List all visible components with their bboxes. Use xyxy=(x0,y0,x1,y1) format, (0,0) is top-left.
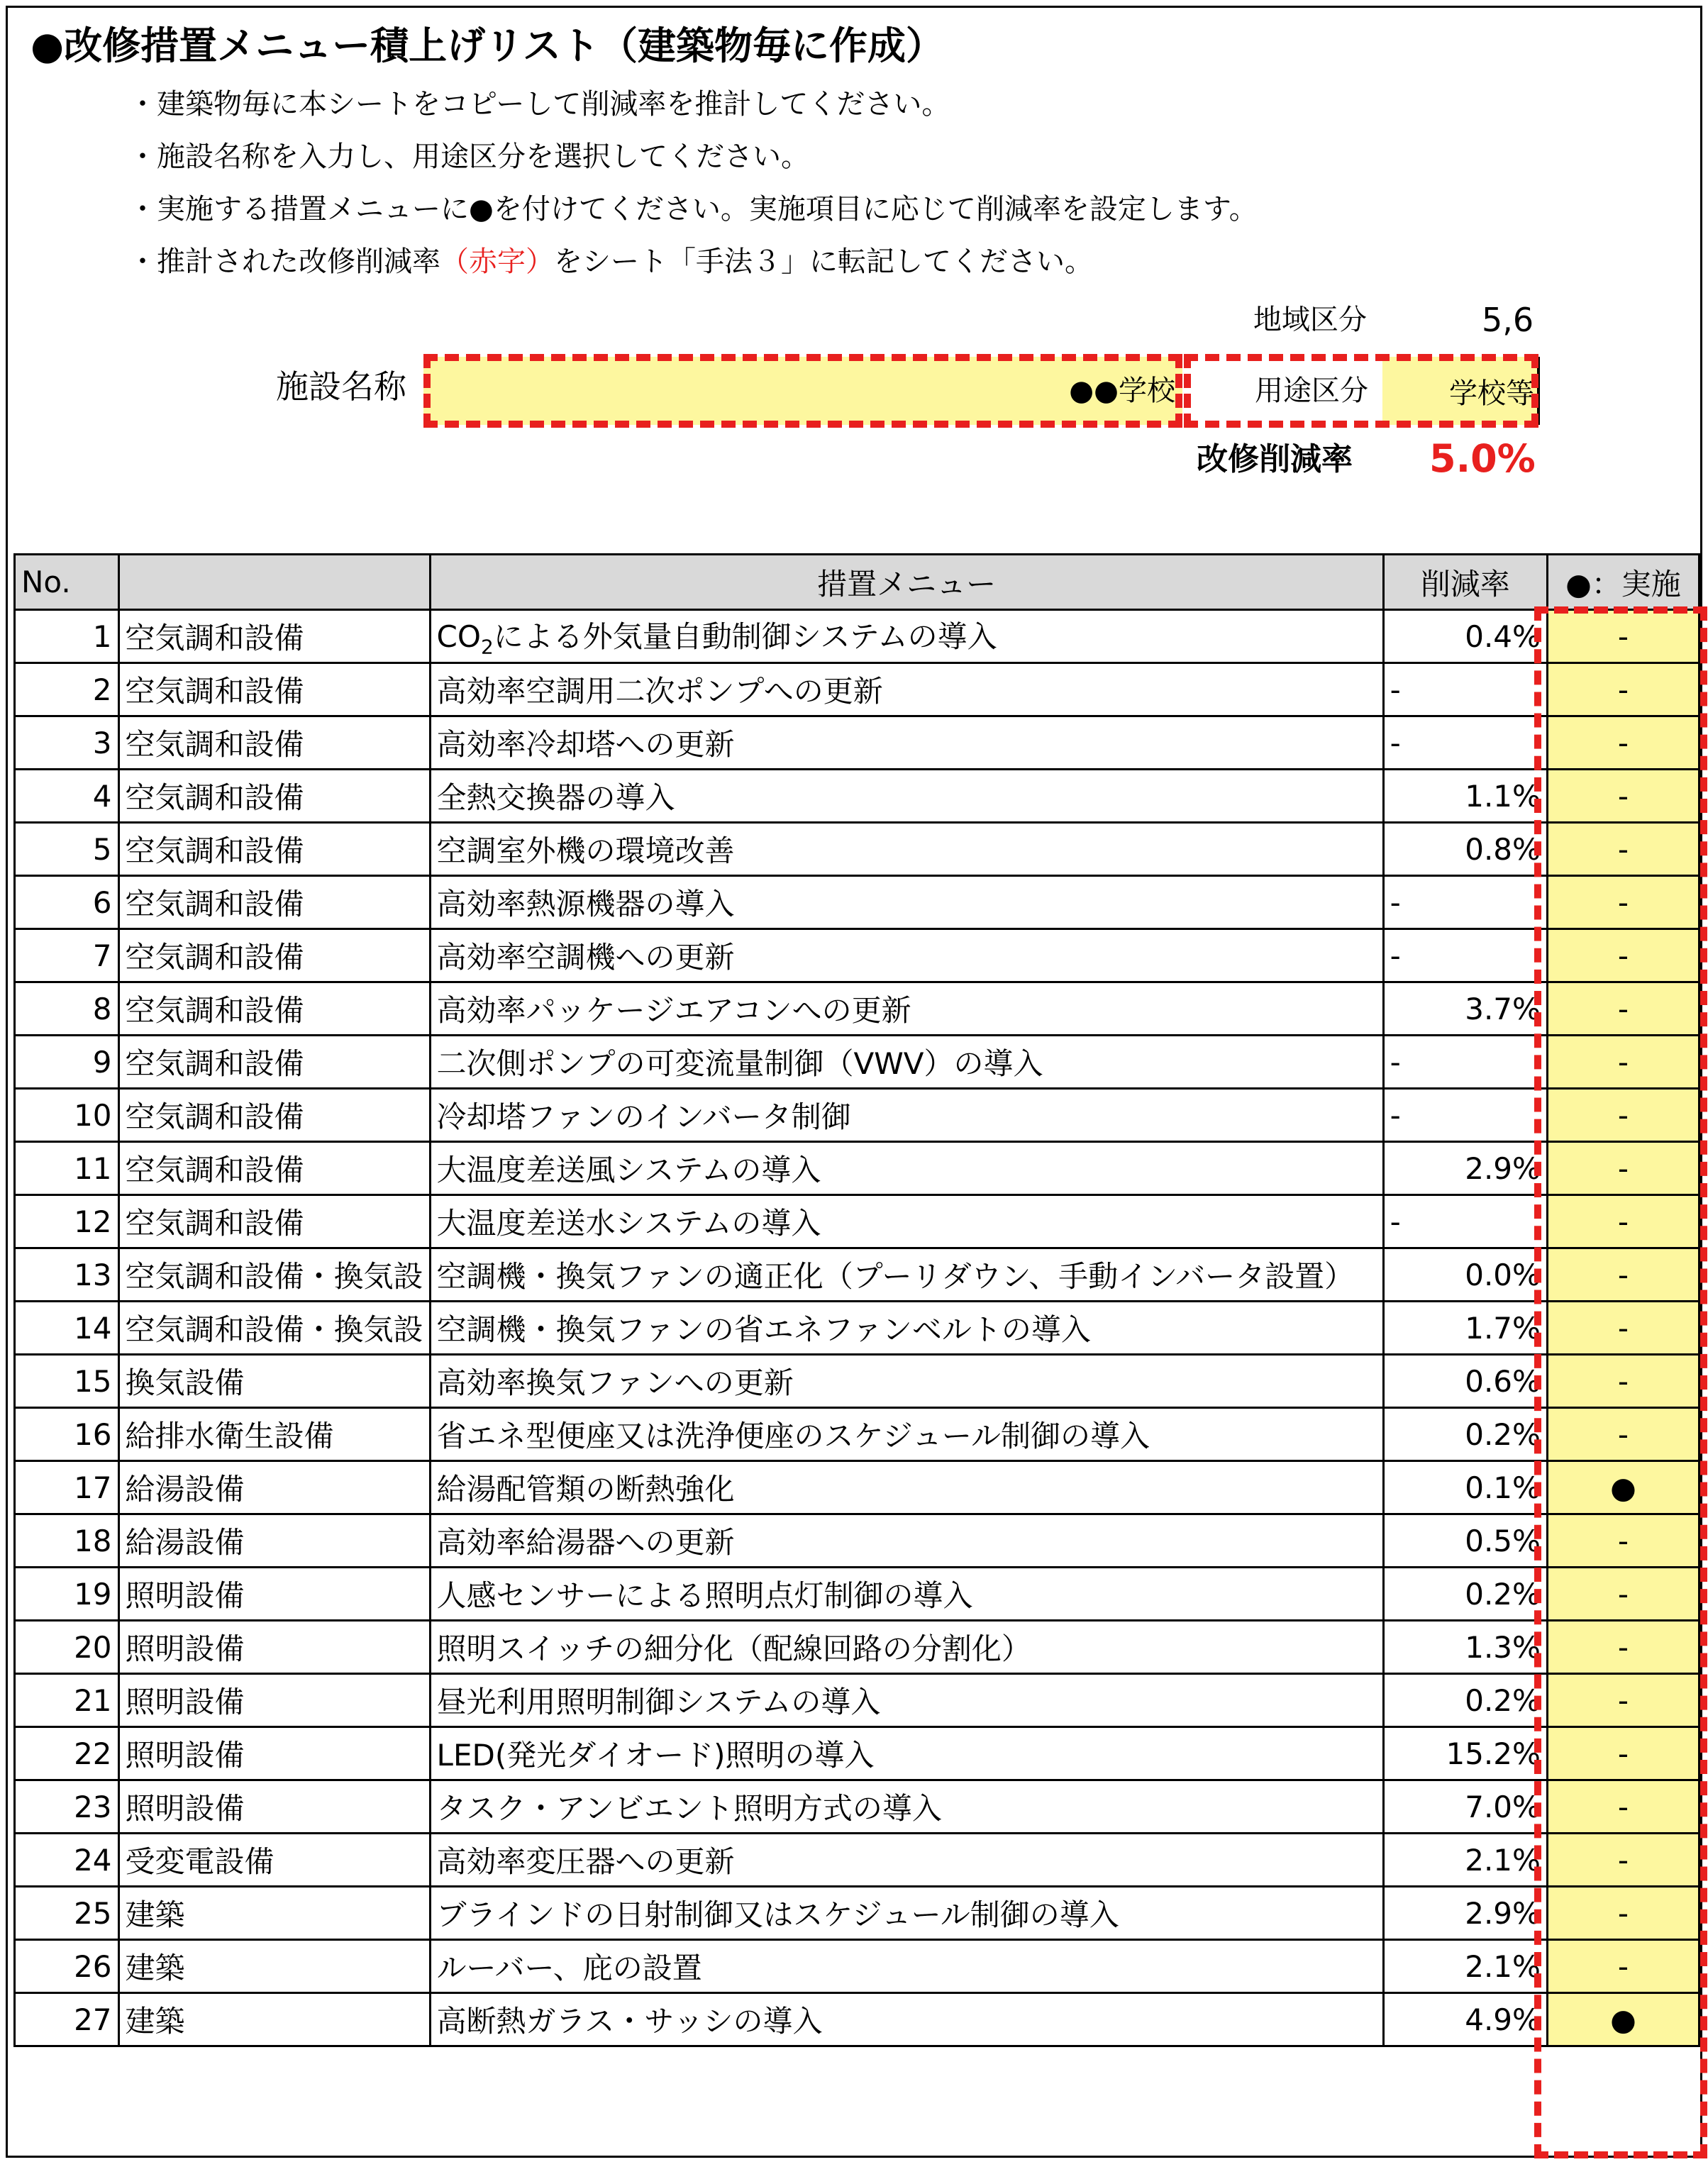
page-title: ●改修措置メニュー積上げリスト（建築物毎に作成） xyxy=(30,23,945,68)
row-rate: 2.9% xyxy=(1383,1887,1547,1940)
row-implement-cell[interactable]: - xyxy=(1547,1142,1699,1195)
row-menu xyxy=(430,1993,1383,2046)
implement-column-highlight xyxy=(1534,606,1707,2158)
row-menu xyxy=(430,982,1383,1036)
row-menu xyxy=(430,1621,1383,1674)
row-implement-cell[interactable]: - xyxy=(1547,1780,1699,1834)
table-row xyxy=(15,1302,1699,1355)
row-menu xyxy=(430,1036,1383,1089)
row-number: 21 xyxy=(15,1674,119,1727)
row-rate: 1.3% xyxy=(1383,1621,1547,1674)
row-menu xyxy=(430,1195,1383,1248)
menu-prefix: CO xyxy=(436,619,481,655)
row-rate: 0.8% xyxy=(1383,823,1547,876)
row-rate: 0.0% xyxy=(1383,1248,1547,1302)
instruction-4-after: をシート「手法３」に転記してください。 xyxy=(554,245,1093,278)
row-rate: 15.2% xyxy=(1383,1727,1547,1780)
row-menu xyxy=(430,929,1383,982)
table-row xyxy=(15,1248,1699,1302)
row-menu xyxy=(430,1780,1383,1834)
table-row xyxy=(15,1780,1699,1834)
instruction-4 xyxy=(128,240,1093,283)
table-header-row xyxy=(15,555,1699,610)
row-number: 5 xyxy=(15,823,119,876)
menu-text: ブラインドの日射制御又はスケジュール制御の導入 xyxy=(436,1897,1119,1932)
row-number: 17 xyxy=(15,1461,119,1514)
row-category: 空気調和設備 xyxy=(118,610,430,663)
row-rate: 0.2% xyxy=(1383,1568,1547,1621)
row-rate: - xyxy=(1383,1036,1547,1089)
row-category: 空気調和設備 xyxy=(118,1195,430,1248)
row-number: 12 xyxy=(15,1195,119,1248)
menu-text: 高効率空調機への更新 xyxy=(436,940,735,975)
row-category: 空気調和設備・換気設 xyxy=(118,1302,430,1355)
row-category: 空気調和設備 xyxy=(118,716,430,770)
menu-text: LED(発光ダイオード)照明の導入 xyxy=(436,1738,875,1773)
row-rate: 2.9% xyxy=(1383,1142,1547,1195)
row-number: 10 xyxy=(15,1089,119,1142)
row-menu xyxy=(430,716,1383,770)
table-row xyxy=(15,716,1699,770)
menu-text: 人感センサーによる照明点灯制御の導入 xyxy=(436,1578,973,1613)
row-category: 照明設備 xyxy=(118,1621,430,1674)
row-category: 建築 xyxy=(118,1887,430,1940)
row-menu xyxy=(430,770,1383,823)
table-row xyxy=(15,1993,1699,2046)
row-rate: 0.5% xyxy=(1383,1514,1547,1568)
row-rate: 3.7% xyxy=(1383,982,1547,1036)
row-menu xyxy=(430,1302,1383,1355)
row-category: 空気調和設備 xyxy=(118,770,430,823)
table-row xyxy=(15,1940,1699,1993)
row-number: 15 xyxy=(15,1355,119,1408)
table-row xyxy=(15,1674,1699,1727)
region-label: 地域区分 xyxy=(1253,304,1367,336)
row-number: 25 xyxy=(15,1887,119,1940)
row-menu xyxy=(430,1248,1383,1302)
table-row xyxy=(15,770,1699,823)
row-rate: 0.1% xyxy=(1383,1461,1547,1514)
row-implement-cell[interactable]: - xyxy=(1547,1248,1699,1302)
row-menu xyxy=(430,1887,1383,1940)
row-category: 建築 xyxy=(118,1940,430,1993)
row-implement-cell[interactable]: - xyxy=(1547,1408,1699,1461)
row-number: 13 xyxy=(15,1248,119,1302)
menu-text: タスク・アンビエント照明方式の導入 xyxy=(436,1791,942,1826)
row-number: 9 xyxy=(15,1036,119,1089)
instruction-4-before: ・推計された改修削減率 xyxy=(128,245,440,278)
row-rate: 0.6% xyxy=(1383,1355,1547,1408)
table-row xyxy=(15,1568,1699,1621)
table-row xyxy=(15,1036,1699,1089)
row-category: 空気調和設備 xyxy=(118,1089,430,1142)
row-implement-cell[interactable]: - xyxy=(1547,876,1699,929)
row-implement-cell[interactable]: - xyxy=(1547,1089,1699,1142)
row-menu xyxy=(430,1461,1383,1514)
row-rate: 7.0% xyxy=(1383,1780,1547,1834)
menu-text: 二次側ポンプの可変流量制御（VWV）の導入 xyxy=(436,1046,1043,1081)
menu-text: による外気量自動制御システムの導入 xyxy=(493,619,997,655)
row-category: 照明設備 xyxy=(118,1727,430,1780)
row-number: 26 xyxy=(15,1940,119,1993)
row-number: 14 xyxy=(15,1302,119,1355)
usage-label: 用途区分 xyxy=(1255,375,1368,407)
row-menu xyxy=(430,1408,1383,1461)
menu-text: 大温度差送水システムの導入 xyxy=(436,1206,821,1241)
reduction-label: 改修削減率 xyxy=(1197,441,1353,477)
header-mark: ●：実施 xyxy=(1547,555,1699,610)
table-row xyxy=(15,1834,1699,1887)
row-number: 27 xyxy=(15,1993,119,2046)
table-row xyxy=(15,823,1699,876)
row-number: 22 xyxy=(15,1727,119,1780)
row-implement-cell[interactable]: - xyxy=(1547,770,1699,823)
row-implement-cell[interactable]: - xyxy=(1547,1302,1699,1355)
header-category xyxy=(118,555,430,610)
row-number: 1 xyxy=(15,610,119,663)
row-category: 給湯設備 xyxy=(118,1514,430,1568)
row-number: 24 xyxy=(15,1834,119,1887)
facility-name-highlight xyxy=(423,354,1182,428)
row-category: 空気調和設備 xyxy=(118,823,430,876)
row-number: 6 xyxy=(15,876,119,929)
row-implement-cell[interactable]: - xyxy=(1547,610,1699,663)
menu-text: 冷却塔ファンのインバータ制御 xyxy=(436,1099,851,1134)
menu-subscript: 2 xyxy=(480,635,494,659)
row-number: 19 xyxy=(15,1568,119,1621)
row-rate: 4.9% xyxy=(1383,1993,1547,2046)
header-no: No. xyxy=(15,555,119,610)
instruction-4-highlight: （赤字） xyxy=(440,245,554,278)
table-row xyxy=(15,1142,1699,1195)
row-number: 23 xyxy=(15,1780,119,1834)
row-number: 7 xyxy=(15,929,119,982)
row-implement-cell[interactable]: - xyxy=(1547,1568,1699,1621)
row-rate: 2.1% xyxy=(1383,1834,1547,1887)
row-implement-cell[interactable]: - xyxy=(1547,1727,1699,1780)
row-category: 照明設備 xyxy=(118,1674,430,1727)
menu-text: 空調室外機の環境改善 xyxy=(436,833,735,868)
row-category: 空気調和設備 xyxy=(118,1142,430,1195)
menu-text: 高効率パッケージエアコンへの更新 xyxy=(436,993,911,1028)
row-number: 16 xyxy=(15,1408,119,1461)
row-implement-cell[interactable]: - xyxy=(1547,1036,1699,1089)
row-menu xyxy=(430,1727,1383,1780)
row-menu xyxy=(430,663,1383,716)
menu-text: 給湯配管類の断熱強化 xyxy=(436,1472,735,1507)
row-category: 空気調和設備 xyxy=(118,1036,430,1089)
row-number: 11 xyxy=(15,1142,119,1195)
menu-text: 高断熱ガラス・サッシの導入 xyxy=(436,2004,823,2039)
row-menu xyxy=(430,1568,1383,1621)
row-implement-cell[interactable]: - xyxy=(1547,1621,1699,1674)
menu-text: 昼光利用照明制御システムの導入 xyxy=(436,1685,881,1719)
row-implement-cell[interactable]: - xyxy=(1547,982,1699,1036)
row-rate: 1.1% xyxy=(1383,770,1547,823)
row-category: 換気設備 xyxy=(118,1355,430,1408)
row-number: 8 xyxy=(15,982,119,1036)
menu-text: 高効率空調用二次ポンプへの更新 xyxy=(436,674,883,709)
menu-text: 高効率冷却塔への更新 xyxy=(436,727,735,762)
row-implement-cell[interactable]: ● xyxy=(1547,1461,1699,1514)
row-rate: - xyxy=(1383,716,1547,770)
menu-text: 高効率熱源機器の導入 xyxy=(436,887,735,921)
menu-text: 空調機・換気ファンの省エネファンベルトの導入 xyxy=(436,1312,1091,1347)
row-implement-cell[interactable]: - xyxy=(1547,1834,1699,1887)
menu-text: 全熱交換器の導入 xyxy=(436,780,675,815)
row-category: 空気調和設備 xyxy=(118,929,430,982)
table-row xyxy=(15,1089,1699,1142)
table-row xyxy=(15,1514,1699,1568)
row-rate: - xyxy=(1383,929,1547,982)
table-row xyxy=(15,1461,1699,1514)
menu-text: 高効率変圧器への更新 xyxy=(436,1844,735,1879)
table-row xyxy=(15,1621,1699,1674)
menu-text: 空調機・換気ファンの適正化（プーリダウン、手動インバータ設置） xyxy=(436,1259,1355,1294)
worksheet xyxy=(6,6,1702,2158)
row-rate: 0.4% xyxy=(1383,610,1547,663)
row-number: 3 xyxy=(15,716,119,770)
row-implement-cell[interactable]: - xyxy=(1547,1355,1699,1408)
menu-text: 大温度差送風システムの導入 xyxy=(436,1153,821,1187)
row-implement-cell[interactable]: - xyxy=(1547,716,1699,770)
row-number: 20 xyxy=(15,1621,119,1674)
table-row xyxy=(15,876,1699,929)
row-implement-cell[interactable]: - xyxy=(1547,1195,1699,1248)
menu-text: 高効率給湯器への更新 xyxy=(436,1525,735,1560)
instruction-2: ・施設名称を入力し、用途区分を選択してください。 xyxy=(128,140,809,173)
usage-highlight xyxy=(1184,354,1538,428)
row-category: 給排水衛生設備 xyxy=(118,1408,430,1461)
row-number: 18 xyxy=(15,1514,119,1568)
menu-text: 省エネ型便座又は洗浄便座のスケジュール制御の導入 xyxy=(436,1419,1150,1453)
row-number: 4 xyxy=(15,770,119,823)
row-rate: - xyxy=(1383,1089,1547,1142)
facility-label: 施設名称 xyxy=(276,367,406,406)
table-row xyxy=(15,663,1699,716)
menu-text: 照明スイッチの細分化（配線回路の分割化） xyxy=(436,1631,1031,1666)
row-implement-cell[interactable]: - xyxy=(1547,823,1699,876)
row-menu xyxy=(430,1355,1383,1408)
row-menu xyxy=(430,1940,1383,1993)
table-row xyxy=(15,610,1699,663)
row-rate: - xyxy=(1383,876,1547,929)
header-menu: 措置メニュー xyxy=(430,555,1383,610)
row-category: 空気調和設備・換気設 xyxy=(118,1248,430,1302)
row-menu xyxy=(430,876,1383,929)
menu-text: 高効率換気ファンへの更新 xyxy=(436,1365,794,1400)
row-category: 空気調和設備 xyxy=(118,876,430,929)
table-body xyxy=(15,610,1699,2046)
row-rate: 1.7% xyxy=(1383,1302,1547,1355)
row-category: 照明設備 xyxy=(118,1780,430,1834)
row-implement-cell[interactable]: - xyxy=(1547,1514,1699,1568)
row-rate: 0.2% xyxy=(1383,1674,1547,1727)
header-rate: 削減率 xyxy=(1383,555,1547,610)
table-row xyxy=(15,1408,1699,1461)
table-row xyxy=(15,1195,1699,1248)
row-number: 2 xyxy=(15,663,119,716)
row-menu xyxy=(430,823,1383,876)
row-category: 建築 xyxy=(118,1993,430,2046)
usage-value: 学校等 xyxy=(1449,377,1534,410)
instruction-3: ・実施する措置メニューに●を付けてください。実施項目に応じて削減率を設定します。 xyxy=(128,193,1258,226)
row-category: 受変電設備 xyxy=(118,1834,430,1887)
row-menu xyxy=(430,1089,1383,1142)
row-rate: 0.2% xyxy=(1383,1408,1547,1461)
row-menu xyxy=(430,1514,1383,1568)
table-row xyxy=(15,1887,1699,1940)
facility-name-value: ●●学校 xyxy=(1069,375,1175,407)
row-category: 空気調和設備 xyxy=(118,982,430,1036)
row-implement-cell[interactable]: - xyxy=(1547,1674,1699,1727)
table-row xyxy=(15,982,1699,1036)
table-row xyxy=(15,1355,1699,1408)
reduction-value: 5.0% xyxy=(1429,436,1536,481)
row-implement-cell[interactable]: - xyxy=(1547,663,1699,716)
row-category: 空気調和設備 xyxy=(118,663,430,716)
row-implement-cell[interactable]: ● xyxy=(1547,1993,1699,2046)
row-implement-cell[interactable]: - xyxy=(1547,1940,1699,1993)
row-rate: 2.1% xyxy=(1383,1940,1547,1993)
measure-table xyxy=(13,553,1700,2047)
region-value: 5,6 xyxy=(1482,301,1534,339)
row-implement-cell[interactable]: - xyxy=(1547,1887,1699,1940)
row-menu xyxy=(430,1674,1383,1727)
row-category: 給湯設備 xyxy=(118,1461,430,1514)
row-rate: - xyxy=(1383,663,1547,716)
row-category: 照明設備 xyxy=(118,1568,430,1621)
table-row xyxy=(15,1727,1699,1780)
table-row xyxy=(15,929,1699,982)
row-menu xyxy=(430,610,1383,663)
menu-text: ルーバー、庇の設置 xyxy=(436,1951,702,1985)
row-menu xyxy=(430,1834,1383,1887)
row-menu xyxy=(430,1142,1383,1195)
row-implement-cell[interactable]: - xyxy=(1547,929,1699,982)
instruction-1: ・建築物毎に本シートをコピーして削減率を推計してください。 xyxy=(128,88,950,121)
row-rate: - xyxy=(1383,1195,1547,1248)
